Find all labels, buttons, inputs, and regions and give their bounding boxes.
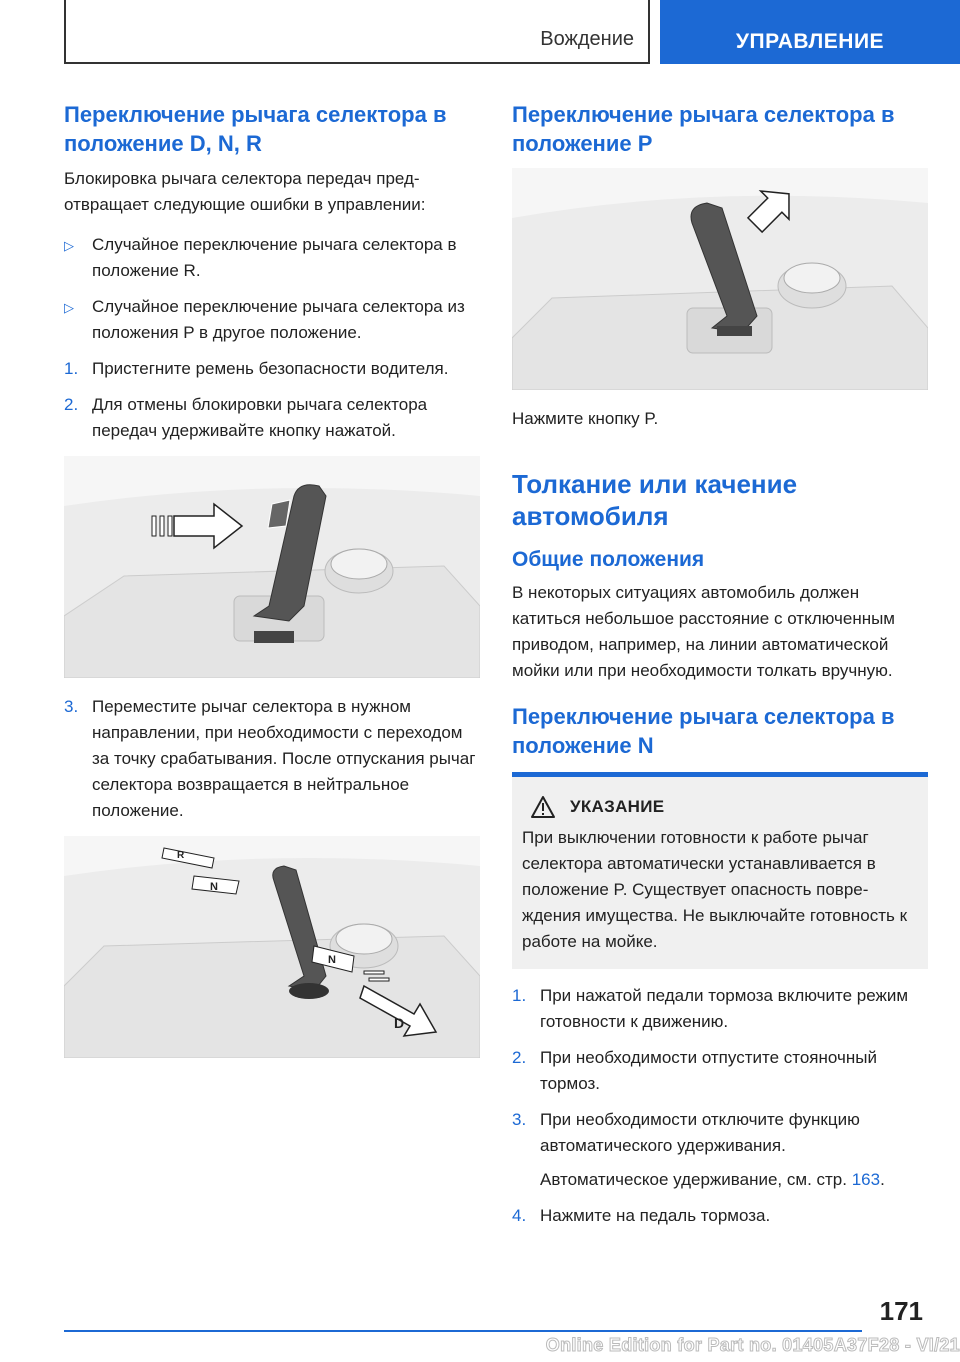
shift-label-n: N — [210, 881, 218, 893]
warning-title: УКАЗАНИЕ — [570, 797, 665, 816]
warning-header — [522, 795, 918, 819]
heading-push-vehicle: Толкание или качение автомобиля — [512, 469, 798, 531]
figure-unlock-button — [64, 456, 480, 678]
shift-label-d: D — [394, 1015, 405, 1031]
header-chapter-title: УПРАВЛЕНИЕ — [735, 30, 885, 53]
step-item: 3. Переместите рычаг селектора в нужном направлении, при необходимости с переходом за точку срабатывания. После отпускания рычаг селектора возвращается в нейтральное положение. — [64, 694, 480, 824]
step-item: 4. Нажмите на педаль тормоза. — [512, 1203, 928, 1229]
step-number: 4. — [512, 1206, 527, 1225]
step-item: 3. При необходимости отключите функцию автоматического удерживания. — [512, 1107, 928, 1159]
press-p-text: Нажмите кнопку P. — [512, 409, 659, 428]
shift-label-n2: N — [328, 954, 336, 966]
heading-shift-dnr: Переключение рычага селектора в положение D, N, R — [64, 102, 447, 156]
warning-triangle-icon — [530, 795, 556, 819]
step-item: 2. При необходимости отпустите стояночный тормоз. — [512, 1045, 928, 1097]
right-column — [512, 100, 928, 1239]
gear-selector-illustration-unlock — [64, 456, 480, 678]
gear-selector-illustration-directions — [64, 836, 480, 1058]
footer-edition: Online Edition for Part no. 01405A37F28 - VI/21 — [545, 1335, 960, 1355]
step-number: 3. — [512, 1110, 527, 1129]
heading-shift-n: Переключение рычага селектора в положение N — [512, 704, 895, 758]
step-item: 1. При нажатой педали тормоза включите режим готовности к движению. — [512, 983, 928, 1035]
step-number: 1. — [512, 986, 527, 1005]
footer-divider — [64, 1330, 862, 1332]
page-number: 171 — [879, 1296, 923, 1326]
step-item: 1. Пристегните ремень безопасности водителя. — [64, 356, 480, 382]
page-reference-link[interactable]: 163 — [851, 1170, 881, 1189]
triangle-bullet-icon: ▷ — [64, 238, 74, 253]
step-number: 2. — [512, 1048, 527, 1067]
triangle-bullet-icon: ▷ — [64, 300, 74, 315]
general-paragraph: В некоторых ситуациях автомобиль должен катиться небольшое расстояние с отключенным приводом, например, на линии автоматической мойки или при необходимости толкать вручную. — [512, 583, 895, 680]
figure-p-button — [512, 168, 928, 390]
gear-selector-illustration-p — [512, 168, 928, 390]
warning-text: При выключении готовности к работе рычаг селектора автоматически устанавливается в положение P. Существует опасность повреждения имущества. Не выключайте готовность к работе на мойке. — [522, 828, 908, 951]
bullet-item: ▷ Случайное переключение рычага селектора из положения P в другое положение. — [64, 294, 480, 346]
step-number: 1. — [64, 359, 79, 378]
cross-reference: Автоматическое удерживание, см. стр. 163. — [540, 1170, 885, 1189]
intro-paragraph: Блокировка рычага селектора передач предотвращает следующие ошибки в управлении: — [64, 169, 426, 214]
left-column — [64, 100, 480, 1074]
header-chapter-tab — [660, 0, 960, 64]
heading-shift-p: Переключение рычага селектора в положение P — [512, 102, 895, 156]
shift-label-r: R — [177, 850, 185, 861]
header-section-title: Вождение — [540, 28, 634, 50]
figure-shift-directions — [64, 836, 480, 1058]
heading-general: Общие положения — [512, 548, 705, 571]
step-number: 3. — [64, 697, 79, 716]
step-number: 2. — [64, 395, 79, 414]
step-item: 2. Для отмены блокировки рычага селектора передач удерживайте кнопку нажатой. — [64, 392, 480, 444]
warning-box — [512, 772, 928, 969]
bullet-item: ▷ Случайное переключение рычага селектора в положение R. — [64, 232, 480, 284]
header-section-box — [64, 0, 650, 64]
